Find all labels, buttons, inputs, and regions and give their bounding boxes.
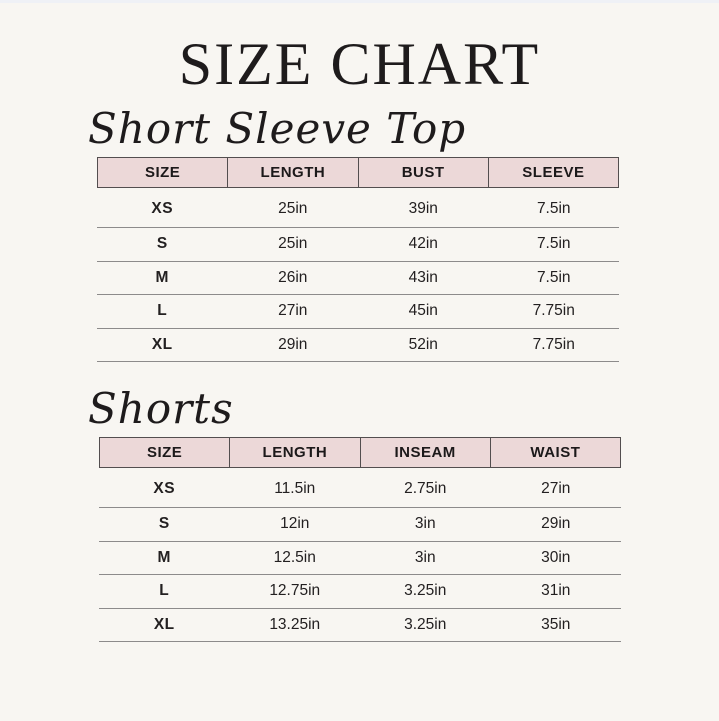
value-cell: 3.25in — [404, 582, 447, 600]
value-cell: 3.25in — [404, 615, 447, 633]
value-cell: 12.5in — [273, 548, 316, 566]
size-cell: XS — [151, 199, 174, 217]
table-body — [97, 188, 619, 362]
short-sleeve-top-table — [97, 157, 619, 362]
value-cell: 27in — [278, 302, 308, 320]
size-cell: S — [156, 235, 168, 253]
size-cell: M — [155, 268, 169, 286]
value-cell: 3in — [414, 515, 436, 533]
size-cell: XS — [153, 479, 176, 497]
value-cell: 3in — [414, 548, 436, 566]
column-header: LENGTH — [227, 158, 357, 187]
table-row — [99, 542, 621, 576]
table-row — [99, 468, 621, 508]
value-cell: 13.25in — [269, 615, 321, 633]
shorts-table — [99, 437, 621, 642]
table-header-row — [97, 157, 619, 188]
value-cell: 43in — [408, 268, 438, 286]
table-header-row — [99, 437, 621, 468]
size-cell: M — [157, 548, 171, 566]
section-heading-shorts: Shorts — [88, 384, 234, 433]
column-header: INSEAM — [360, 438, 490, 467]
size-cell: XL — [153, 615, 175, 633]
value-cell: 42in — [408, 235, 438, 253]
table-row — [97, 188, 619, 228]
table-row — [99, 508, 621, 542]
value-cell: 27in — [541, 479, 571, 497]
value-cell: 25in — [278, 199, 308, 217]
column-header: BUST — [358, 158, 488, 187]
value-cell: 12.75in — [269, 582, 321, 600]
table-row — [97, 295, 619, 329]
column-header: SLEEVE — [488, 158, 618, 187]
column-header: LENGTH — [229, 438, 359, 467]
value-cell: 12in — [280, 515, 310, 533]
value-cell: 29in — [541, 515, 571, 533]
column-header: SIZE — [144, 164, 181, 181]
size-cell: S — [158, 515, 170, 533]
value-cell: 7.75in — [532, 302, 575, 320]
value-cell: 7.5in — [536, 268, 571, 286]
value-cell: 2.75in — [404, 479, 447, 497]
table-row — [97, 228, 619, 262]
top-edge-strip — [0, 0, 719, 3]
table-row — [99, 575, 621, 609]
size-cell: XL — [151, 335, 173, 353]
value-cell: 7.5in — [536, 199, 571, 217]
table-row — [97, 329, 619, 363]
size-cell: L — [157, 302, 168, 320]
column-header: SIZE — [146, 444, 183, 461]
value-cell: 7.5in — [536, 235, 571, 253]
value-cell: 35in — [541, 615, 571, 633]
value-cell: 45in — [408, 302, 438, 320]
value-cell: 11.5in — [274, 479, 316, 497]
table-row — [97, 262, 619, 296]
value-cell: 30in — [541, 548, 571, 566]
value-cell: 31in — [541, 582, 571, 600]
section-heading-short-sleeve-top: Short Sleeve Top — [88, 104, 467, 153]
value-cell: 39in — [408, 199, 438, 217]
table-row — [99, 609, 621, 643]
value-cell: 29in — [278, 335, 308, 353]
value-cell: 7.75in — [532, 335, 575, 353]
value-cell: 26in — [278, 268, 308, 286]
value-cell: 52in — [408, 335, 438, 353]
value-cell: 25in — [278, 235, 308, 253]
table-body — [99, 468, 621, 642]
size-cell: L — [159, 582, 170, 600]
column-header: WAIST — [490, 438, 620, 467]
page-title: SIZE CHART — [178, 31, 541, 97]
